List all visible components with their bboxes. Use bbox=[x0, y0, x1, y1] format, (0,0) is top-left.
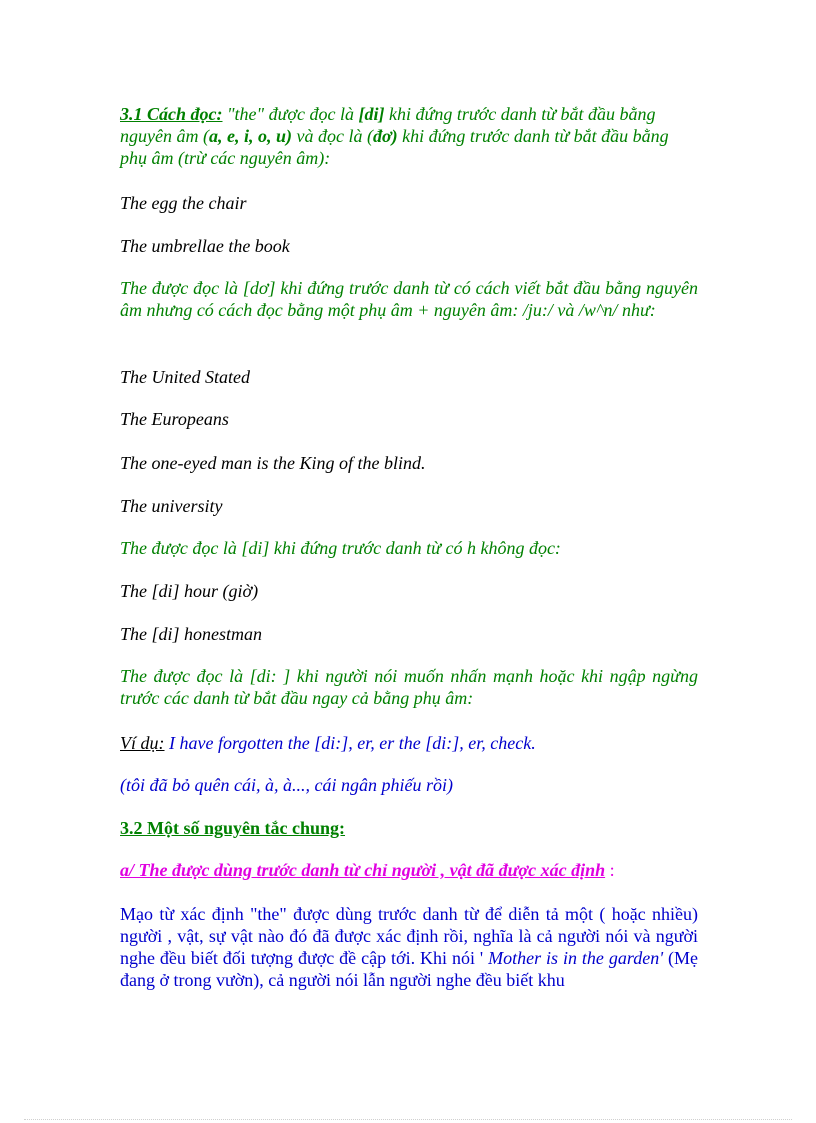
subsection-a-heading: a/ The được dùng trước danh từ chỉ người , vật đã được xác định : bbox=[120, 860, 615, 880]
example-united-stated: The United Stated bbox=[120, 367, 250, 387]
example-one-eyed-man: The one-eyed man is the King of the blind. bbox=[120, 453, 426, 473]
section-3-1-heading: 3.1 Cách đọc: bbox=[120, 104, 223, 124]
subsection-a-body: Mạo từ xác định "the" được dùng trước danh từ để diễn tả một ( hoặc nhiều) người , vật, sự vật nào đó đã được xác định rồi, nghĩa là cả người nói và người nghe đều biết đối tượng được đề cập tới. Khi nói ' Mother is in the garden' (Mẹ đang ở trong vườn), cả người nói lẫn người nghe đều biết khu bbox=[120, 904, 698, 990]
example-university: The university bbox=[120, 496, 223, 516]
example-label: Ví dụ: bbox=[120, 733, 165, 753]
translation-paragraph: (tôi đã bỏ quên cái, à, à..., cái ngân phiếu rồi) bbox=[120, 775, 453, 795]
rule-emphasis-paragraph: The được đọc là [di: ] khi người nói muốn nhấn mạnh hoặc khi ngập ngừng trước các danh từ bắt đầu ngay cả bằng phụ âm: bbox=[120, 666, 698, 708]
example-forgotten: Ví dụ: I have forgotten the [di:], er, er the [di:], er, check. bbox=[120, 733, 536, 753]
example-europeans: The Europeans bbox=[120, 409, 229, 429]
page-bottom-divider bbox=[24, 1119, 792, 1120]
section-3-2-heading: 3.2 Một số nguyên tắc chung: bbox=[120, 818, 346, 838]
example-hour: The [di] hour (giờ) bbox=[120, 581, 259, 601]
example-honestman: The [di] honestman bbox=[120, 624, 263, 644]
rule-do-paragraph: The được đọc là [dơ] khi đứng trước danh từ có cách viết bắt đầu bằng nguyên âm nhưng có cách đọc bằng một phụ âm + nguyên âm: /ju:/ và /w^n/ như: bbox=[120, 278, 698, 320]
rule-di-h-paragraph: The được đọc là [di] khi đứng trước danh từ có h không đọc: bbox=[120, 538, 561, 558]
example-umbrella-book: The umbrellae the book bbox=[120, 236, 290, 256]
example-egg-chair: The egg the chair bbox=[120, 193, 247, 213]
section-3-1-paragraph: 3.1 Cách đọc: "the" được đọc là [di] khi đứng trước danh từ bắt đầu bằng nguyên âm (a, e, i, o, u) và đọc là (đơ) khi đứng trước danh từ bắt đầu bằng phụ âm (trừ các nguyên âm): bbox=[120, 104, 669, 168]
